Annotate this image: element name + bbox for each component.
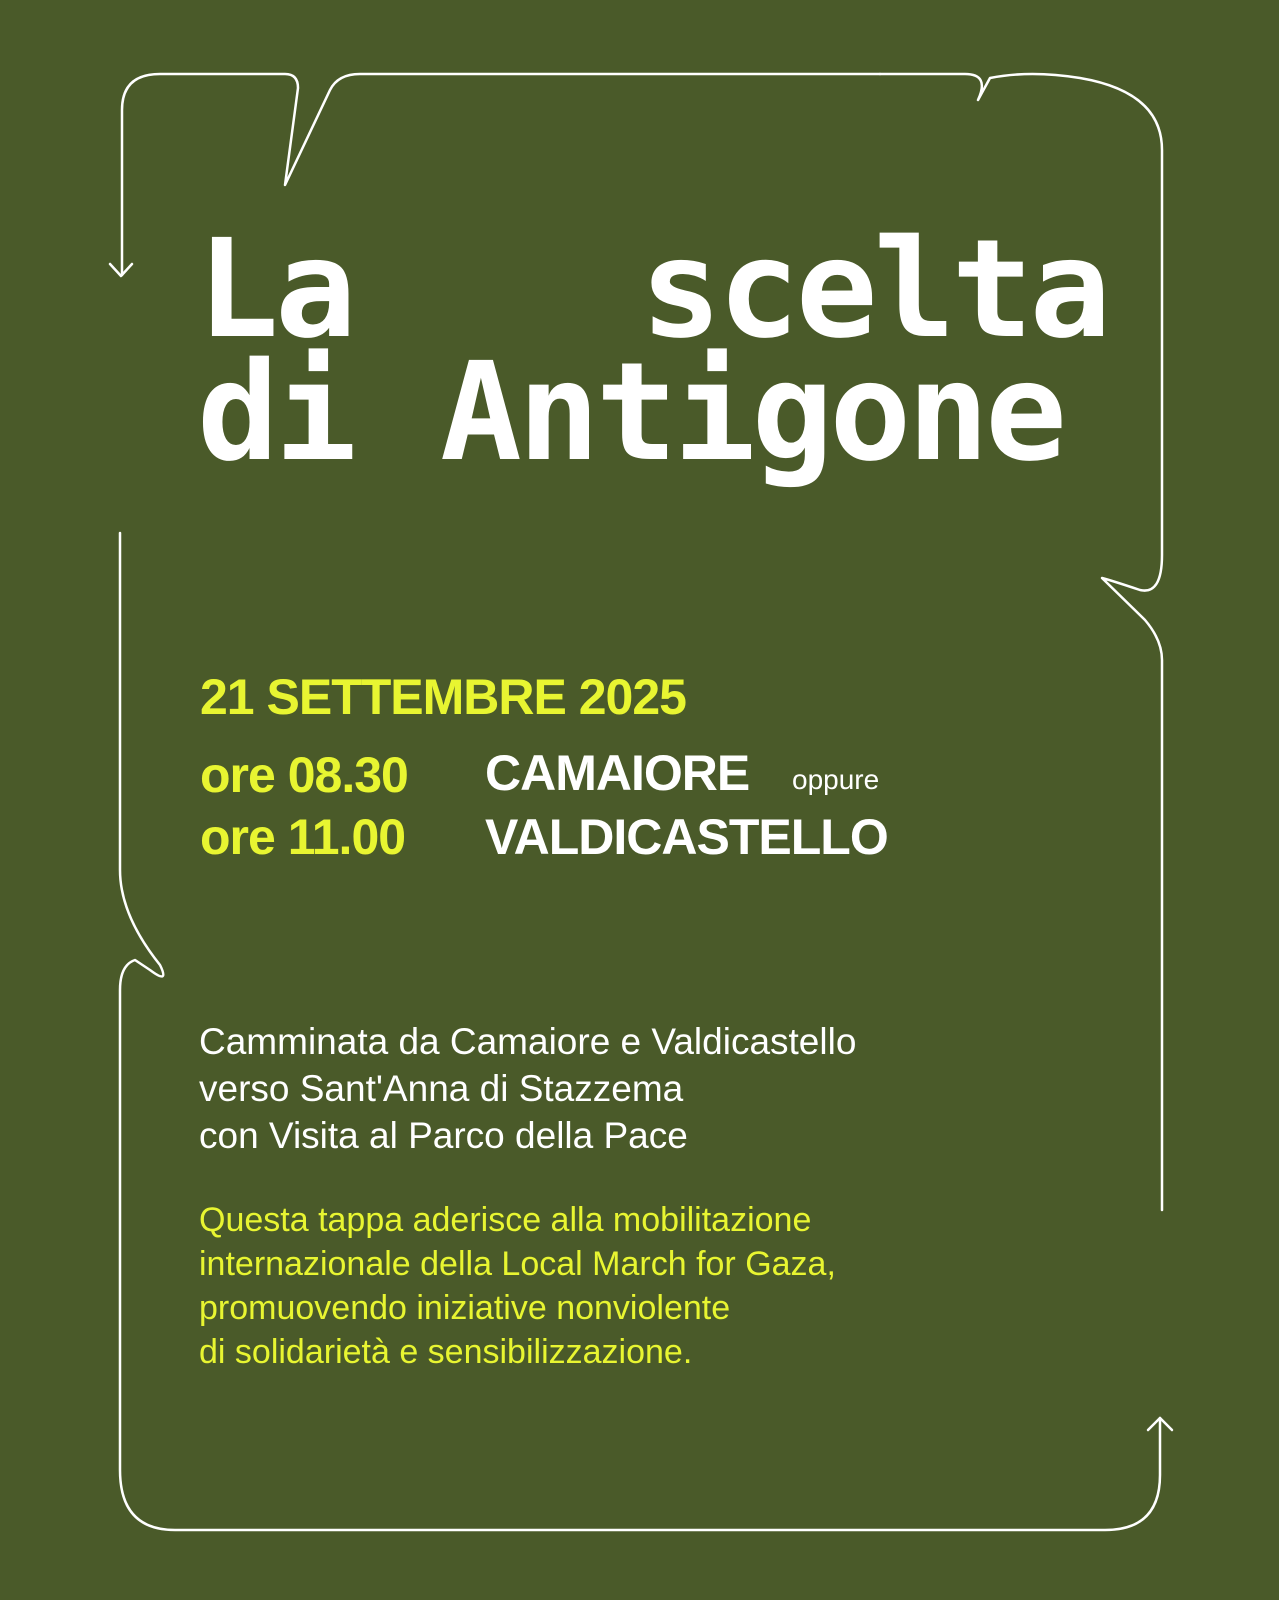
- note-line: internazionale della Local March for Gaza,: [199, 1245, 836, 1283]
- title-word-antigone: Antigone: [440, 334, 1064, 492]
- event-description: [199, 1018, 856, 1159]
- title-line-2: [197, 334, 1064, 492]
- up-arrow-icon: [1148, 1418, 1172, 1430]
- schedule-time-1: ore 08.30: [200, 747, 408, 803]
- schedule-alternative-label: oppure: [792, 764, 880, 795]
- title-word-scelta: scelta: [640, 211, 1108, 369]
- note-line: Questa tappa aderisce alla mobilitazione: [199, 1201, 812, 1239]
- solidarity-note: [199, 1198, 836, 1374]
- description-line: con Visita al Parco della Pace: [199, 1115, 688, 1156]
- title-word-la: La: [197, 211, 353, 369]
- schedule-place-2: VALDICASTELLO: [485, 809, 888, 865]
- description-line: Camminata da Camaiore e Valdicastello: [199, 1021, 857, 1062]
- note-line: promuovendo iniziative nonviolente: [199, 1289, 731, 1327]
- title-word-di: di: [197, 334, 353, 492]
- description-line: verso Sant'Anna di Stazzema: [199, 1068, 684, 1109]
- note-line: di solidarietà e sensibilizzazione.: [199, 1333, 693, 1371]
- schedule-time-2: ore 11.00: [200, 809, 406, 865]
- schedule-place-1: CAMAIORE: [485, 745, 750, 801]
- down-arrow-icon: [110, 264, 132, 276]
- event-date: 21 SETTEMBRE 2025: [200, 669, 686, 725]
